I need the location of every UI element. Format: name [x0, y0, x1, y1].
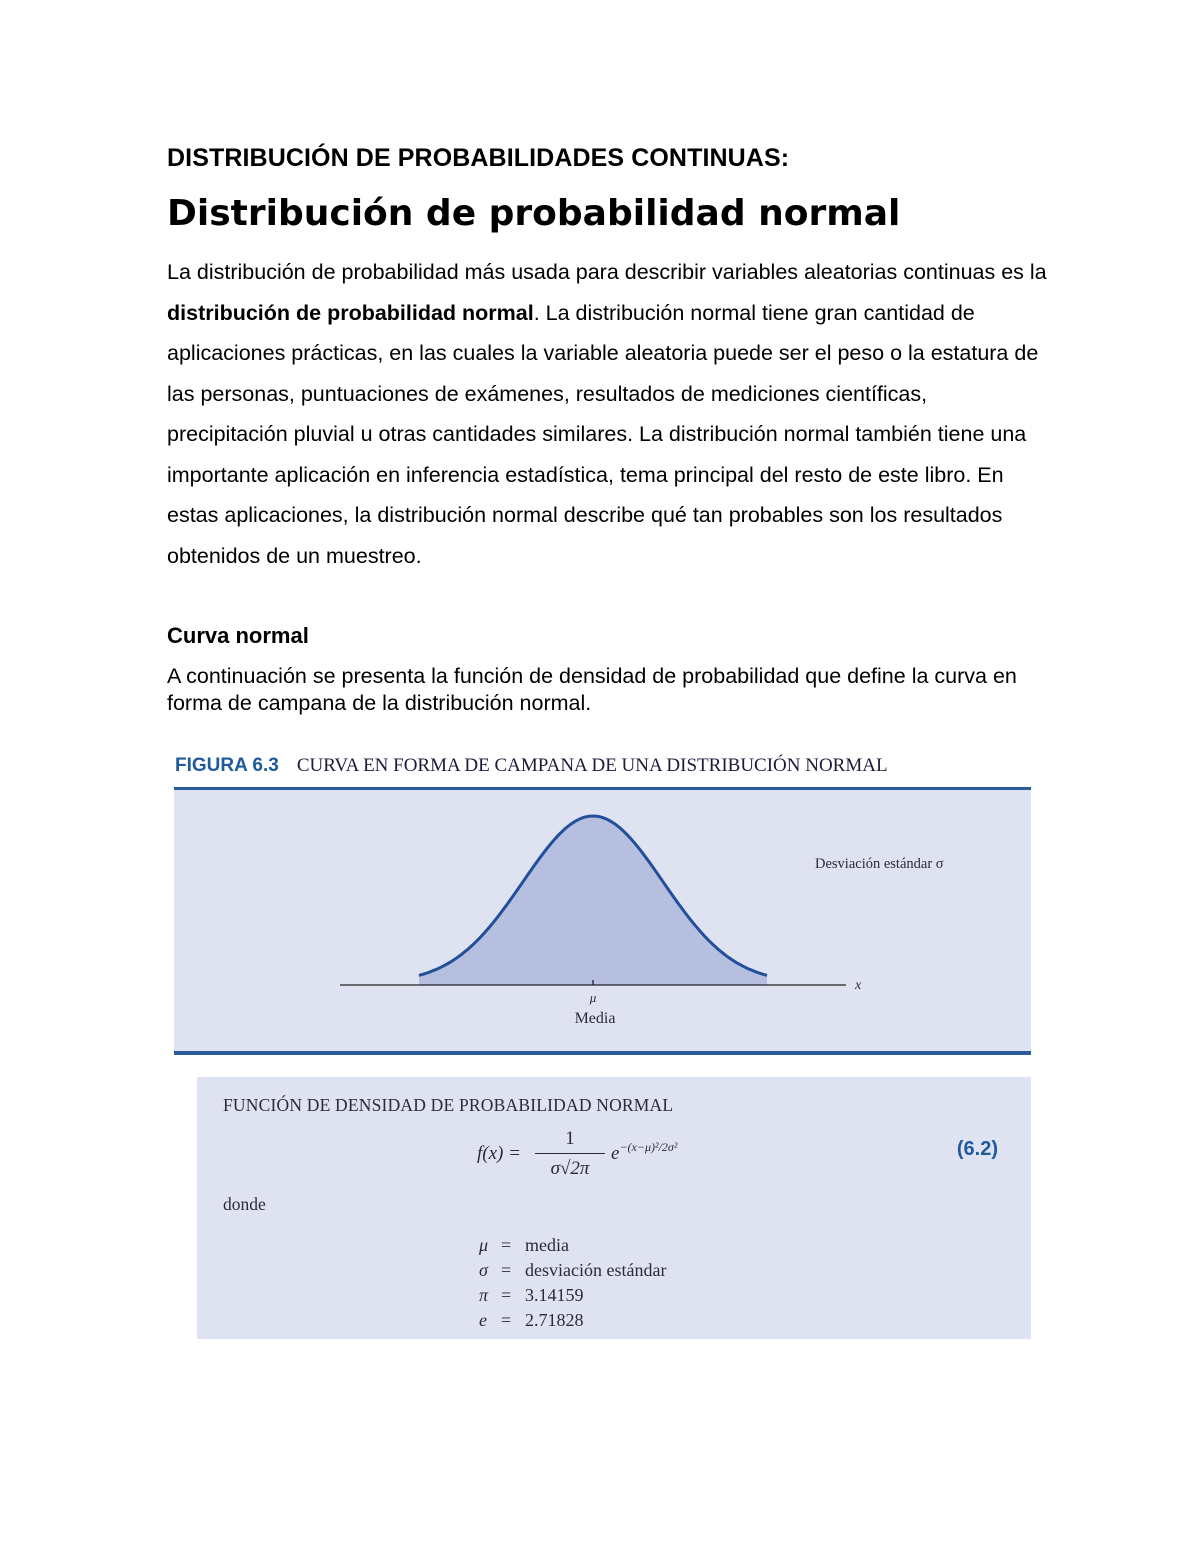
definition-equals: = — [501, 1260, 512, 1280]
definition-meaning: 3.14159 — [525, 1285, 584, 1305]
std-deviation-label: Desviación estándar σ — [815, 856, 944, 872]
definition-equals: = — [501, 1310, 512, 1330]
definition-equals: = — [501, 1285, 512, 1305]
formula-box-title: FUNCIÓN DE DENSIDAD DE PROBABILIDAD NORMAL — [223, 1095, 674, 1115]
where-label: donde — [223, 1194, 266, 1214]
definition-symbol: π — [479, 1285, 489, 1305]
formula-exponential — [611, 1140, 678, 1165]
figure-box — [174, 787, 1031, 1055]
formula-lhs: f(x) = — [477, 1143, 521, 1164]
equation-number: (6.2) — [956, 1138, 998, 1160]
figure-caption-text: CURVA EN FORMA DE CAMPANA DE UNA DISTRIBUCIÓN NORMAL — [296, 755, 888, 776]
document-title: Distribución de probabilidad normal — [167, 193, 901, 234]
subheading-curva-normal: Curva normal — [167, 623, 309, 648]
intro-text-after: . La distribución normal tiene gran cantidad de aplicaciones prácticas, en las cuales la variable aleatoria puede ser el peso o la estatura de las personas, puntuaciones de exámenes, resultados de mediciones científicas, precipitación pluvial u otras cantidades similares. La distribución normal también tiene una importante aplicación en inferencia estadística, tema principal del resto de este libro. En estas aplicaciones, la distribución normal describe qué tan probables son los resultados obtenidos de un muestreo. — [167, 300, 1039, 568]
mean-symbol: μ — [589, 990, 597, 1005]
symbol-definitions — [479, 1233, 666, 1333]
formula-numerator: 1 — [565, 1128, 575, 1149]
mean-label: Media — [574, 1010, 616, 1027]
intro-text-before: La distribución de probabilidad más usada para describir variables aleatorias continuas es la — [167, 260, 1047, 284]
definition-sigma — [479, 1258, 666, 1283]
formula-denominator: σ√2π — [550, 1158, 590, 1180]
intro-bold-term: distribución de probabilidad normal — [167, 300, 534, 325]
fraction-bar — [535, 1153, 605, 1154]
definition-meaning: desviación estándar — [525, 1260, 667, 1280]
definition-e — [479, 1308, 666, 1333]
x-axis-label: x — [855, 978, 862, 993]
definition-equals: = — [501, 1235, 512, 1255]
definition-meaning: 2.71828 — [525, 1310, 584, 1330]
definition-pi — [479, 1283, 666, 1308]
definition-symbol: μ — [479, 1235, 489, 1255]
figure-number: FIGURA 6.3 — [175, 755, 279, 776]
bell-curve-area — [419, 816, 767, 985]
intro-paragraph — [167, 252, 1047, 576]
exponential-base: e — [611, 1143, 620, 1164]
definition-symbol: e — [479, 1310, 487, 1330]
density-intro-paragraph: A continuación se presenta la función de densidad de probabilidad que define la curva en forma de campana de la distribución normal. — [167, 664, 1017, 715]
figure-caption — [175, 752, 888, 780]
bell-curve-figure — [174, 790, 1031, 1048]
formula-exponent: −(x−μ)²/2σ² — [619, 1140, 678, 1154]
definition-meaning: media — [525, 1235, 569, 1255]
formula-fraction — [535, 1127, 605, 1181]
definition-mu — [479, 1233, 666, 1258]
section-heading: DISTRIBUCIÓN DE PROBABILIDADES CONTINUAS: — [167, 144, 790, 172]
definition-symbol: σ — [479, 1260, 488, 1280]
formula-box — [197, 1077, 1031, 1339]
